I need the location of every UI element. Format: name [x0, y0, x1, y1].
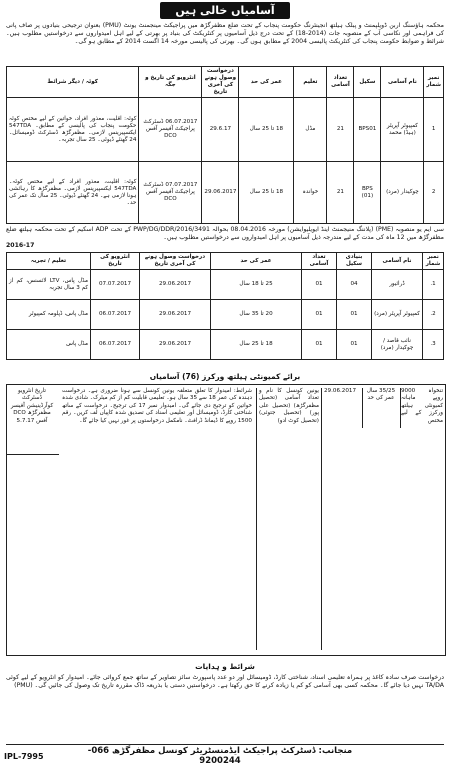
- table-row: [7, 98, 444, 162]
- cell-interview: 06.07.2017: [91, 330, 140, 360]
- cell-details: کوٹہ: اقلیت، معذور افراد، خواتین کے لیے مختص کوٹہ حکومت پنجاب کی پالیسی کے مطابق۔ 547TDA ایکسپیرینس لازمی۔ مظفرگڑھ ڈسٹرکٹ ڈومیسائل۔ 24 گھنٹے ڈیوٹی۔ 25 سال تجربہ۔: [7, 98, 139, 162]
- table-row: [7, 300, 444, 330]
- cell-sr: 2: [424, 162, 444, 224]
- cell-interview: 06.07.2017: [91, 300, 140, 330]
- cell-count: 01: [302, 300, 337, 330]
- col-scale: سکیل: [354, 67, 381, 98]
- footer-divider: [6, 744, 444, 745]
- cell-count: 01: [302, 330, 337, 360]
- ad-code: IPL-7995: [4, 752, 44, 761]
- col-edu: تعلیم: [294, 67, 327, 98]
- cell-interview: 06.07.2017 ڈسٹرکٹ پراجیکٹ آفیسر آفس DCO: [139, 98, 202, 162]
- cell-post: چوکیدار (مرد): [381, 162, 424, 224]
- col-post: نام آسامی: [372, 253, 423, 270]
- col-edu: تعلیم / تجربہ: [7, 253, 91, 270]
- col-age: عمر کی حد: [239, 67, 294, 98]
- cell-sr: 1.: [423, 270, 444, 300]
- table-row: [7, 162, 444, 224]
- cell-lastdate: 29.06.2017: [140, 270, 211, 300]
- cell-scale: 01: [337, 330, 372, 360]
- cell-edu: خواندہ: [294, 162, 327, 224]
- cell-sr: 2.: [423, 300, 444, 330]
- col-count: تعداد آسامی: [302, 253, 337, 270]
- col-sr: نمبر شمار: [424, 67, 444, 98]
- ad-banner-title: آسامیاں خالی ہیں: [160, 2, 290, 19]
- col-lastdate: درخواست وصول ہونے کی آخری تاریخ: [140, 253, 211, 270]
- table-posts-2: [6, 252, 444, 360]
- section3-date: 29.06.2017: [323, 388, 357, 394]
- cell-scale: 01: [337, 300, 372, 330]
- cell-lastdate: 29.06.2017: [140, 300, 211, 330]
- cell-sr: 3.: [423, 330, 444, 360]
- col-lastdate: درخواست وصول ہونے کی آخری تاریخ: [202, 67, 239, 98]
- col-scale: بنیادی سکیل: [337, 253, 372, 270]
- cell-interview: 07.07.2017 ڈسٹرکٹ پراجیکٹ آفیسر آفس DCO: [139, 162, 202, 224]
- section3-age: 35/25 سال عمر کی حد: [362, 388, 399, 428]
- cell-post: کمپیوٹر آپریٹر (ہیڈ) محمد: [381, 98, 424, 162]
- cell-edu: مڈل: [294, 98, 327, 162]
- col-details: کوٹہ / دیگر شرائط: [7, 67, 139, 98]
- cell-age: 20 تا 35 سال: [211, 300, 302, 330]
- table-row: [7, 270, 444, 300]
- cell-age: 18 تا 25 سال: [211, 330, 302, 360]
- col-interview: انٹرویو کی تاریخ: [91, 253, 140, 270]
- cell-edu: مڈل پاس: [7, 330, 91, 360]
- section3-conditions: شرائط: امیدوار کا تعلق متعلقہ یونین کونسل سے ہونا ضروری ہے۔ درخواست دہندہ کی عمر 18 سے 35 سال ہو۔ تعلیمی قابلیت کم از کم میٹرک۔ شادی شدہ خواتین کو ترجیح دی جائے گی۔ امیدوار نمبر 17 کی ترجیح۔ درخواست کے ساتھ شناختی کارڈ، ڈومیسائل اور تعلیمی اسناد کی تصدیق شدہ کاپیاں لف کریں۔ رقم 1500 روپے کا ڈیمانڈ ڈرافٹ۔ نامکمل درخواستوں پر غور نہیں کیا جائے گا۔: [62, 388, 253, 424]
- section3-interview-box: تاریخ انٹرویو ڈسٹرکٹ کوآرڈینیشن آفیسر مظفرگڑھ DCO آفس 5.7.17: [10, 388, 54, 424]
- section3-title: برائے کمیونٹی ہیلتھ ورکرز (76) آسامیاں: [149, 372, 301, 381]
- col-count: تعداد آسامی: [327, 67, 354, 98]
- col-sr: نمبر شمار: [423, 253, 444, 270]
- cell-interview: 07.07.2017: [91, 270, 140, 300]
- cell-scale: 04: [337, 270, 372, 300]
- intro-paragraph: محکمہ ہاؤسنگ اربن ڈویلپمنٹ و پبلک ہیلتھ انجینئرنگ حکومت پنجاب کے تحت ضلع مظفرگڑھ میں پراجیکٹ مینجمنٹ یونٹ (PMU) بعنوان ترجیحی بنیادوں پر صاف پانی کی فراہمی اور نکاسی آب کے منصوبہ جات (2014-18) کے تحت درج ذیل آسامیوں پر کنٹریکٹ کی بنیاد پر بھرتی کے لیے اہل امیدواروں سے درخواستیں مطلوب ہیں۔ شرائط و ضوابط حکومت پنجاب کی کنٹریکٹ پالیسی 2004 کے مطابق ہوں گی۔ بھرتی کی پالیسی مورخہ 14 اگست 2014 کے مطابق ہو گی۔: [6, 22, 444, 46]
- cell-post: نائب قاصد / چوکیدار (مرد): [372, 330, 423, 360]
- section3-salary: تنخواہ 9000 روپے ماہانہ کمیونٹی ہیلتھ ورکرز کے لیے مختص: [400, 388, 443, 428]
- cell-age: 25 تا 18 سال: [211, 270, 302, 300]
- cell-count: 21: [327, 162, 354, 224]
- cell-scale: BPS (01): [354, 162, 381, 224]
- cell-lastdate: 29.06.2017: [202, 162, 239, 224]
- col-age: عمر کی حد: [211, 253, 302, 270]
- col-interview: انٹرویو کی تاریخ و جگہ: [139, 67, 202, 98]
- cell-count: 21: [327, 98, 354, 162]
- cell-post: ڈرائیور: [372, 270, 423, 300]
- cell-details: کوٹہ: اقلیت، معذور افراد کے لیے مختص کوٹہ۔ 547TDA ایکسپیرینس لازمی۔ مظفرگڑھ کا رہائشی ہونا لازمی ہے۔ 24 گھنٹے ڈیوٹی۔ 25 سال تک عمر کی حد۔: [7, 162, 139, 224]
- cell-sr: 1: [424, 98, 444, 162]
- conditions-text: درخواست صرف سادہ کاغذ پر ہمراہ تعلیمی اسناد، شناختی کارڈ، ڈومیسائل اور دو عدد پاسپورٹ سائز تصاویر کے ساتھ جمع کروائی جائے۔ امیدوار کو انٹرویو کے لیے کوئی TA/DA نہیں دیا جائے گا۔ محکمہ کسی بھی آسامی کو کم یا زیادہ کرنے کا حق رکھتا ہے۔ درخواستیں دستی یا بذریعہ ڈاک مقررہ تاریخ تک وصول کی جائیں گی۔ (PMU): [6, 674, 444, 690]
- section3-union-councils: یونین کونسل کا نام و تعداد آسامی (تحصیل مظفرگڑھ) (تحصیل علی پور) (تحصیل جتوئی) (تحصیل کوٹ ادو): [256, 388, 322, 650]
- col-post: نام آسامی: [381, 67, 424, 98]
- cell-edu: مڈل پاس، LTV لائسنس، کم از کم 3 سال تجربہ: [7, 270, 91, 300]
- footer-contact: منجانب: ڈسٹرکٹ پراجیکٹ ایڈمنسٹریٹر کونسل مظفرگڑھ 066-9200244: [87, 746, 353, 766]
- table-posts-1: [6, 66, 444, 224]
- cell-post: کمپیوٹر آپریٹر (مرد): [372, 300, 423, 330]
- cell-lastdate: 29.6.17: [202, 98, 239, 162]
- mid-notice-date: 2016-17: [6, 242, 35, 249]
- cell-age: 18 تا 25 سال: [239, 162, 294, 224]
- cell-lastdate: 29.06.2017: [140, 330, 211, 360]
- conditions-title: شرائط و ہدایات: [195, 662, 255, 671]
- table-row: [7, 330, 444, 360]
- cell-scale: BPS01: [354, 98, 381, 162]
- mid-notice: سی ایم یو منصوبہ (PME) (پلاننگ منیجمنٹ اینڈ ایویلیوایشن) مورخہ 08.04.2016 بحوالہ PWP/DG/DDR/2016/3491 کے تحت ADP اسکیم کے تحت محکمہ ہیلتھ ضلع مظفرگڑھ میں 12 ماہ کی مدت کے لیے مندرجہ ذیل آسامیوں پر اہل امیدواروں سے درخواستیں مطلوب ہیں۔: [6, 226, 444, 242]
- cell-count: 01: [302, 270, 337, 300]
- cell-edu: مڈل پاس، ڈپلومہ کمپیوٹر: [7, 300, 91, 330]
- cell-age: 18 تا 25 سال: [239, 98, 294, 162]
